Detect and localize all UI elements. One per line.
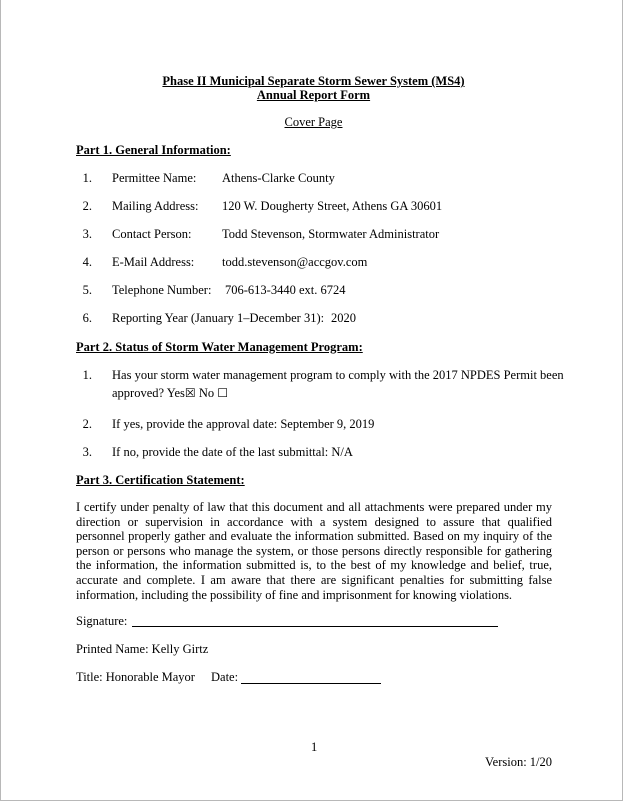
part3-heading: Part 3. Certification Statement: — [76, 473, 245, 487]
no-label: No — [195, 386, 218, 400]
no-checkbox[interactable]: ☐ — [217, 386, 228, 400]
item-label: E-Mail Address: — [112, 255, 195, 269]
item-value: Todd Stevenson, Stormwater Administrator — [222, 227, 440, 241]
item-text: If yes, provide the approval date: September 9, 2019 — [112, 417, 375, 431]
approved-question: approved? Yes — [112, 386, 185, 400]
item-label: Telephone Number: — [112, 283, 212, 297]
item-text-line1: Has your storm water management program to comply with the 2017 NPDES Permit been — [112, 368, 564, 382]
item-number: 4. — [82, 255, 92, 269]
item-value: Athens-Clarke County — [222, 171, 335, 185]
date-label: Date: — [211, 670, 239, 684]
item-number: 6. — [82, 311, 92, 325]
part2-heading: Part 2. Status of Storm Water Management Program: — [76, 340, 363, 354]
page-number: 1 — [311, 740, 318, 754]
form-title-line1: Phase II Municipal Separate Storm Sewer System (MS4) — [162, 74, 465, 88]
item-label: Mailing Address: — [112, 199, 199, 213]
item-number: 1. — [82, 171, 92, 185]
item-label: Permittee Name: — [112, 171, 197, 185]
yes-checkbox[interactable]: ☒ — [184, 386, 196, 400]
form-title-line2: Annual Report Form — [256, 88, 371, 102]
item-value: 706-613-3440 ext. 6724 — [225, 283, 346, 297]
part1-heading: Part 1. General Information: — [76, 143, 231, 157]
printed-name: Printed Name: Kelly Girtz — [76, 642, 209, 656]
signature-label: Signature: — [76, 614, 128, 628]
cover-page-label: Cover Page — [284, 115, 343, 129]
item-number: 3. — [82, 227, 92, 241]
item-number: 1. — [82, 368, 92, 382]
item-value: 120 W. Dougherty Street, Athens GA 30601 — [222, 199, 443, 213]
item-number: 2. — [82, 417, 92, 431]
item-label: Reporting Year (January 1–December 31): — [112, 311, 325, 325]
title-label: Title: Honorable Mayor — [76, 670, 195, 684]
item-value: todd.stevenson@accgov.com — [222, 255, 368, 269]
item-text: If no, provide the date of the last submittal: N/A — [112, 445, 353, 459]
certification-statement: I certify under penalty of law that this document and all attachments were prepared under my direction or supervision in accordance with a system designed to assure that qualified personnel properly gather and evaluate the information submitted. Based on my inquiry of the person or persons who manage the system, or those persons directly responsible for gathering the information, the information submitted is, to the best of my knowledge and belief, true, accurate and complete. I am aware that there are significant penalties for submitting false information, including the possibility of fine and imprisonment for knowing violations. — [76, 500, 552, 602]
item-label: Contact Person: — [112, 227, 192, 241]
item-value: 2020 — [331, 311, 356, 325]
item-number: 3. — [82, 445, 92, 459]
part2-item-1-answer — [112, 386, 228, 401]
date-line[interactable] — [241, 683, 381, 684]
item-number: 2. — [82, 199, 92, 213]
signature-line[interactable] — [132, 626, 498, 627]
version-label: Version: 1/20 — [485, 755, 553, 769]
item-number: 5. — [82, 283, 92, 297]
